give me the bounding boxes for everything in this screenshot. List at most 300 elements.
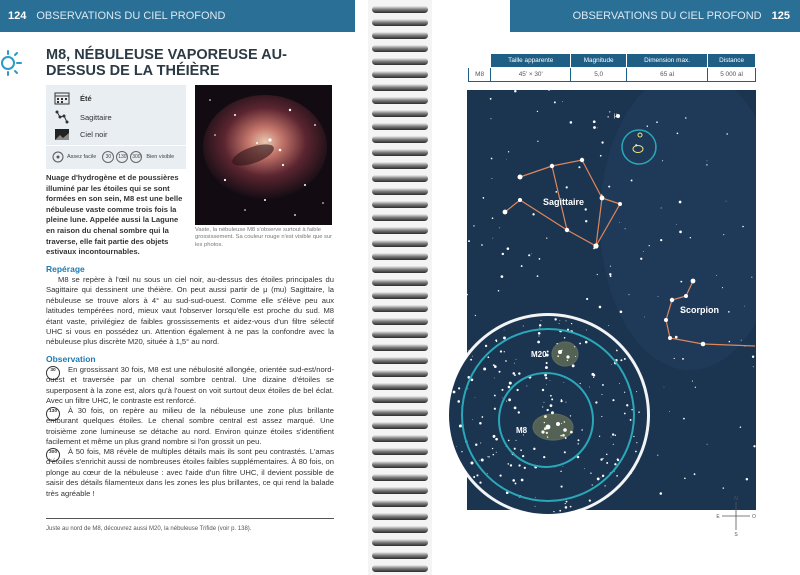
eyepiece-star [470,359,472,361]
eyepiece-star [565,503,566,504]
background-star [676,224,677,225]
eyepiece-star [494,378,495,379]
eyepiece-star [550,380,551,381]
background-star [662,160,663,161]
table-cell: M8 [469,68,491,82]
eyepiece-star [487,456,488,457]
eyepiece-star [550,404,553,407]
eyepiece-star [516,389,518,391]
eyepiece-star [494,365,497,368]
background-star [473,225,474,226]
binding-ring [372,136,428,143]
background-star [680,281,682,283]
eyepiece-star [458,387,460,389]
background-star [609,273,611,275]
eyepiece-star [572,364,575,367]
background-star [647,126,648,127]
eyepiece-star [516,359,517,360]
binding-ring [372,552,428,559]
background-star [694,473,696,475]
background-star [491,158,493,160]
eyepiece-star [612,399,614,401]
eyepiece-star [512,372,515,375]
eyepiece-star [571,323,572,324]
eyepiece-star [508,440,510,442]
m8-label: M8 [516,426,528,435]
eyepiece-star [546,409,548,411]
background-star [707,161,708,162]
background-star [555,191,557,193]
eyepiece-star [580,383,581,384]
eyepiece-star [581,429,582,430]
eyepiece-star [624,413,626,415]
eyepiece-star [624,358,626,360]
binding-ring [372,240,428,247]
eyepiece-star [589,500,591,502]
table-header: Distance [708,54,756,68]
eyepiece-star [538,336,539,337]
background-star [514,90,516,92]
binding-ring [372,71,428,78]
eyepiece-star [539,327,540,328]
background-star [695,387,696,388]
nebula-photo [195,85,332,225]
eyepiece-star [590,473,591,474]
observation-text-1: En grossissant 30 fois, M8 est une nébulosité allongée, orientée sud-est/nord-ouest et traversée par un chenal sombre central. Une dizaine d'étoiles se superposent à la zone est, alors qu'à l'ouest on voit surtout deux étoiles de bel éclat. Avec un filtre UHC, le contraste est renforcé. [46,365,334,406]
binding-ring [372,45,428,52]
background-star [682,358,684,360]
background-star [531,253,532,254]
binding-ring [372,201,428,208]
eyepiece-star [535,506,536,507]
background-star [562,101,563,102]
eyepiece-star [526,385,527,386]
eyepiece-star [508,398,511,401]
scorpius-label: Scorpion [680,305,720,315]
background-star [508,151,509,152]
binding-ring [372,266,428,273]
binding-ring [372,110,428,117]
eyepiece-star [638,411,640,413]
background-star [491,178,492,179]
compass-north: N [734,496,738,502]
eyepiece-star [614,463,616,465]
background-star [728,311,730,313]
eyepiece-star [539,324,541,326]
eyepiece-star [570,506,572,508]
eyepiece-star [518,411,520,413]
binding-ring [372,253,428,260]
eyepiece-star [514,374,516,376]
background-star [521,265,523,267]
eyepiece-star [566,501,568,503]
eyepiece-star [593,377,594,378]
background-star [468,240,470,242]
eyepiece-star [633,436,634,437]
eyepiece-star [591,373,594,376]
eyepiece-star [493,436,495,438]
m8-outline [533,414,573,440]
eyepiece-star [505,360,507,362]
eyepiece-star [476,474,478,476]
eyepiece-star [499,371,501,373]
binding-ring [372,318,428,325]
constellation-row [54,110,112,124]
background-star [751,277,752,278]
eyepiece-star [509,382,512,385]
eyepiece-star [602,475,604,477]
binding-ring [372,370,428,377]
sky-row [54,127,108,141]
background-star [585,208,587,210]
binding-ring [372,461,428,468]
eyepiece-star [624,392,625,393]
eyepiece-star [606,462,608,464]
star-chart [467,90,756,510]
eyepiece-star [597,477,600,480]
eyepiece-star [494,395,496,397]
table-cell: 5 000 al [708,68,756,82]
eyepiece-star [546,362,548,364]
eyepiece-star [495,339,497,341]
binding-ring [372,383,428,390]
eyepiece-star [545,366,548,369]
background-star [601,141,603,143]
background-star [492,238,493,239]
background-star [499,227,500,228]
eyepiece-star [482,416,484,418]
binding-ring [372,32,428,39]
reperage-heading: Repérage [46,264,85,274]
eyepiece-star [487,473,488,474]
eyepiece-star [560,400,562,402]
compass-east: E [716,514,720,520]
eyepiece-star [487,356,489,358]
eyepiece-star [619,383,620,384]
visibility-label: Bien visible [146,154,175,160]
eyepiece-star [535,497,536,498]
background-star [628,294,629,295]
eyepiece-star [508,386,511,389]
binding-ring [372,123,428,130]
left-header-title: OBSERVATIONS DU CIEL PROFOND [36,10,226,22]
mu-label: μ [614,113,618,119]
eyepiece-star [515,483,517,485]
eyepiece-star [600,458,602,460]
background-star [726,133,727,134]
eyepiece-star [604,485,605,486]
binding-ring [372,500,428,507]
background-star [625,228,626,229]
compass-south: S [734,532,738,536]
eyepiece-star [546,384,547,385]
magnification-30-icon: 30 [102,151,114,163]
eyepiece-star [545,377,547,379]
eyepiece-star [564,337,566,339]
crosshair-icon [52,151,64,163]
eyepiece-star [504,330,505,331]
binding-ring [372,344,428,351]
eyepiece-star [565,506,568,509]
sun-icon [0,50,24,76]
eyepiece-star [550,395,552,397]
table-cell: 45' × 30' [491,68,571,82]
season-label: Été [80,93,92,103]
binding-ring [372,149,428,156]
background-star [502,253,504,255]
eyepiece-star [615,435,617,437]
eyepiece-star [521,479,524,482]
left-page-header [0,0,355,32]
table-header: Taille apparente [491,54,571,68]
background-star [608,186,610,188]
season-row [54,91,92,105]
binding-ring [372,357,428,364]
eyepiece-star [494,408,496,410]
binding-ring [372,487,428,494]
observation-heading: Observation [46,354,96,364]
eyepiece-star [501,389,503,391]
eyepiece-star [516,440,517,441]
background-star [631,180,633,182]
eyepiece-star [586,329,587,330]
background-star [723,487,724,488]
background-star [690,237,691,238]
eyepiece-star [616,349,617,350]
eyepiece-star [514,448,516,450]
compass-west: O [752,514,756,520]
magnification-130-icon: 130 [116,151,128,163]
eyepiece-star [559,320,560,321]
eyepiece-star [495,438,498,441]
binding-ring [372,331,428,338]
eyepiece-star [518,372,520,374]
eyepiece-star [565,402,566,403]
background-star [692,381,693,382]
eyepiece-star [479,422,482,425]
dark-sky-icon [54,127,70,141]
page-title: M8, NÉBULEUSE VAPOREUSE AU-DESSUS DE LA THÉIÈRE [46,47,287,79]
binding-ring [372,162,428,169]
binding-ring [372,513,428,520]
background-star [716,275,717,276]
eyepiece-star [457,400,460,403]
compass-rose [716,496,756,536]
eyepiece-star [537,341,540,344]
eyepiece-star [471,462,474,465]
background-star [660,239,662,241]
background-star [722,287,723,288]
background-star [507,247,510,250]
info-box [46,85,186,169]
background-star [679,201,682,204]
background-star [554,101,556,103]
background-star [742,226,744,228]
background-star [679,231,682,234]
binding-ring [372,305,428,312]
background-star [608,325,609,326]
binding-ring [372,97,428,104]
sky-label: Ciel noir [80,129,108,139]
binding-ring [372,19,428,26]
background-star [677,133,679,135]
eyepiece-star [461,451,462,452]
background-star [539,258,541,260]
binding-ring [372,448,428,455]
background-star [620,310,623,313]
eyepiece-star [456,446,457,447]
binding-ring [372,409,428,416]
constellation-label: Sagittaire [80,112,112,122]
eyepiece-star [578,443,579,444]
left-page [0,0,368,575]
eyepiece-star [601,394,602,395]
background-star [501,275,504,278]
background-star [685,117,686,118]
binding-ring [372,292,428,299]
eyepiece-star [559,323,560,324]
eyepiece-star [496,452,497,453]
eyepiece-star [565,320,566,321]
eyepiece-star [616,475,618,477]
background-star [619,222,620,223]
background-star [644,317,645,318]
background-star [597,128,598,129]
background-star [570,121,573,124]
eyepiece-star [512,479,515,482]
binding-ring [372,84,428,91]
eyepiece-star [620,359,622,361]
eyepiece-star [533,448,535,450]
background-star [597,274,598,275]
background-star [664,387,665,388]
binding-ring [372,474,428,481]
background-star [492,217,494,219]
background-star [506,159,507,160]
eyepiece-star [488,456,489,457]
background-star [729,341,730,342]
eyepiece-star [612,433,614,435]
eyepiece-star [473,476,475,478]
binding-ring [372,58,428,65]
eyepiece-star [522,455,524,457]
footnote: Juste au nord de M8, découvrez aussi M20, la nébuleuse Trifide (voir p. 138). [46,526,252,532]
background-star [661,207,662,208]
eyepiece-star [602,458,603,459]
background-star [683,418,685,420]
binding-ring [372,435,428,442]
eyepiece-star [542,406,543,407]
eyepiece-star [636,391,637,392]
right-page-header [510,0,800,32]
background-star [607,116,608,117]
background-star [490,98,492,100]
background-star [483,197,485,199]
background-star [548,89,550,91]
observation-text-2: À 30 fois, on repère au milieu de la nébuleuse une zone plus brillante entourant quelques étoiles. Le chenal sombre central est assez marqué. Une troisième zone lumineuse se détache au nord. Environ quinze étoiles s'identifient facilement et même un plus grand nombre si l'on grossit un peu. [46,406,334,447]
eyepiece-star [520,449,522,451]
eyepiece-star [636,442,637,443]
eyepiece-star [543,456,545,458]
eyepiece-star [631,409,632,410]
constellation-icon [54,110,70,124]
eyepiece-star [606,454,607,455]
background-star [537,141,538,142]
eyepiece-star [468,388,469,389]
eyepiece-star [611,364,612,365]
eyepiece-star [541,320,542,321]
background-star [593,120,596,123]
eyepiece-star [563,466,564,467]
eyepiece-star [538,332,541,335]
background-star [468,350,469,351]
eyepiece-star [485,345,487,347]
eyepiece-star [514,363,515,364]
m20-outline [552,342,578,366]
eyepiece-star [585,341,588,344]
eyepiece-star [483,368,486,371]
observation-text-3: À 50 fois, M8 révèle de multiples détails mais ils sont peu contrastés. L'amas d'étoiles s'enrichit aussi de nombreuses étoiles faibles supplémentaires. À 80 fois, on plonge au cœur de la nébuleuse : avec l'aide d'un filtre UHC, il devient possible de saisir des détails filamenteux dans les zones les plus brillantes, ce qui rend la balade très agréable ! [46,447,334,498]
eyepiece-star [601,416,602,417]
binding-ring [372,6,428,13]
background-star [726,201,727,202]
eyepiece-star [542,389,544,391]
magnification-300-icon: 300 [130,151,142,163]
binding-ring [372,526,428,533]
eyepiece-star [613,444,614,445]
table-header [469,54,491,68]
binding-ring [372,279,428,286]
table-row [469,68,756,82]
eyepiece-star [560,485,562,487]
eyepiece-star [611,437,612,438]
background-star [498,290,500,292]
right-header-title: OBSERVATIONS DU CIEL PROFOND [572,10,762,22]
binding-ring [372,175,428,182]
left-page-number: 124 [8,10,27,22]
background-star [537,275,539,277]
eyepiece-star [544,374,547,377]
background-star [657,455,658,456]
binding-ring [372,565,428,572]
background-star [752,356,754,358]
eyepiece-star [578,439,580,441]
background-star [658,296,659,297]
eyepiece-star [602,384,604,386]
difficulty-label: Assez facile [67,154,97,160]
eyepiece-star [559,510,561,512]
eyepiece-star [475,444,477,446]
sagittarius-label: Sagittaire [543,197,585,207]
background-star [744,306,745,307]
eyepiece-star [479,481,481,483]
eyepiece-star [570,415,571,416]
eyepiece-star [502,397,503,398]
eyepiece-star [506,401,507,402]
eyepiece-star [544,402,545,403]
background-star [600,155,602,157]
background-star [675,336,678,339]
binding-ring [372,396,428,403]
eyepiece-star [459,424,462,427]
background-star [586,298,588,300]
eyepiece-star [563,382,564,383]
eyepiece-star [565,438,566,439]
eyepiece-star [626,404,628,406]
background-star [640,258,642,260]
background-star [656,121,658,123]
eyepiece-star [503,336,506,339]
